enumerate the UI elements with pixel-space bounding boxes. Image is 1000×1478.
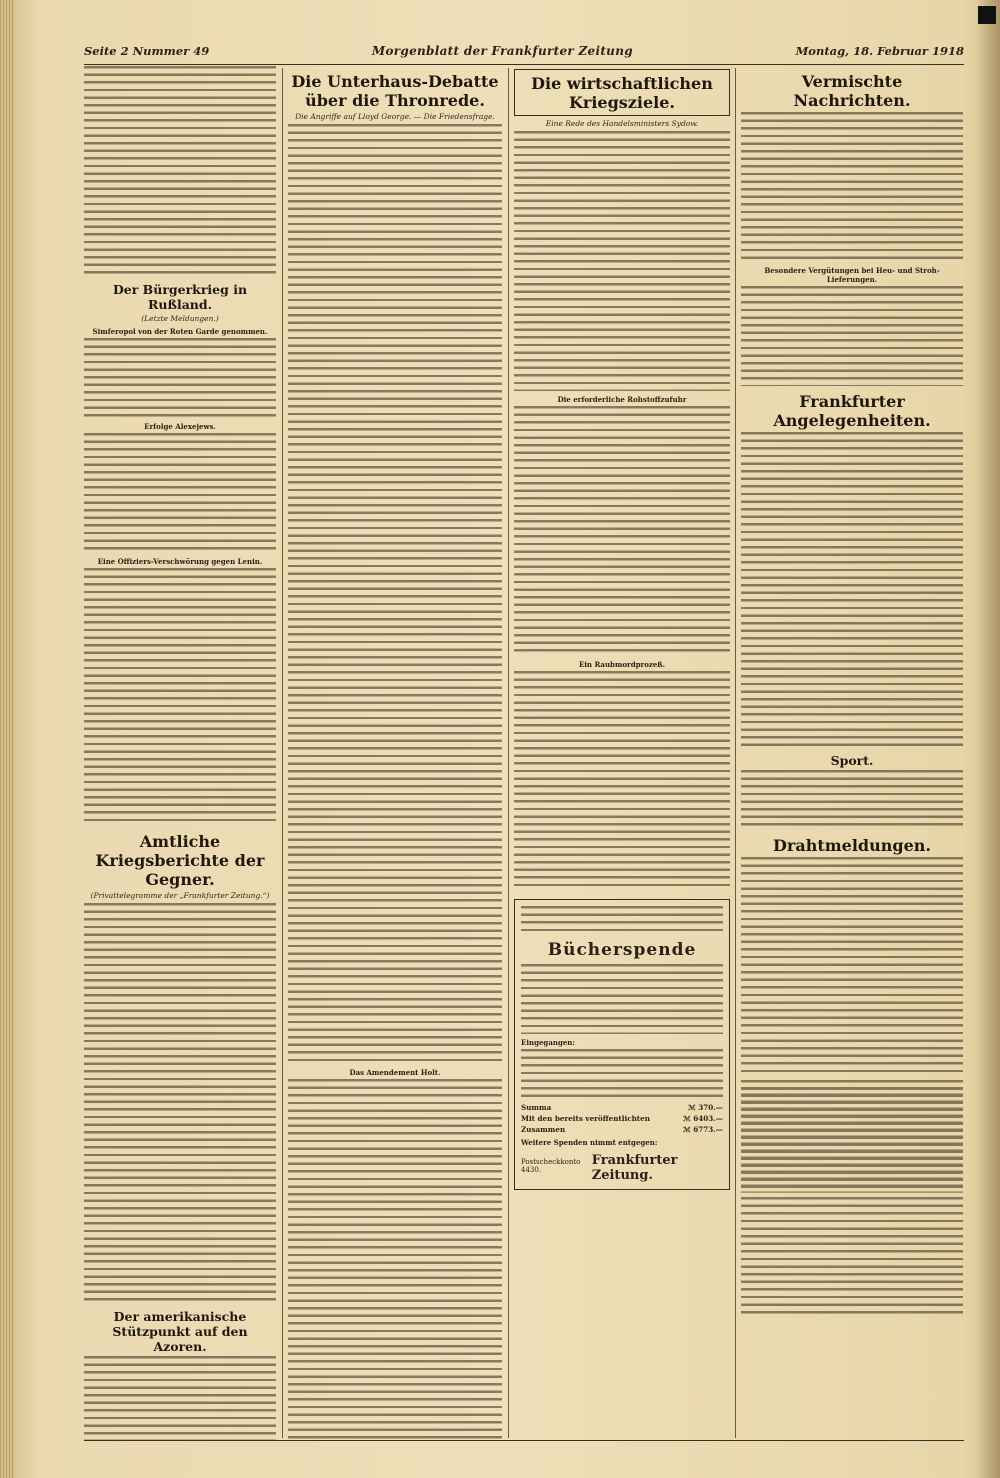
market-cell: [741, 1171, 778, 1178]
total-label: Zusammen: [521, 1125, 566, 1134]
bottom-rule: [84, 1440, 964, 1441]
market-cell: [815, 1143, 852, 1150]
market-cell: [815, 1185, 852, 1192]
market-row: [741, 1157, 963, 1164]
market-cell: [926, 1150, 963, 1157]
market-cell: [926, 1129, 963, 1136]
article-body: [741, 432, 963, 747]
sum-line: [521, 1103, 723, 1112]
market-cell: [741, 1129, 778, 1136]
market-cell: [815, 1080, 852, 1087]
market-row: [741, 1164, 963, 1171]
market-cell: [889, 1122, 926, 1129]
previous-value: ℳ 6403.—: [683, 1114, 723, 1123]
boxed-notice-heading: Besondere Vergütungen bei Heu- und Stroh-Lieferungen.: [764, 266, 940, 284]
market-cell: [889, 1178, 926, 1185]
market-cell: [778, 1136, 815, 1143]
article-body: [741, 857, 963, 1077]
page-shadow: [976, 0, 1000, 1478]
market-cell: [889, 1157, 926, 1164]
market-cell: [889, 1108, 926, 1115]
market-cell: [889, 1129, 926, 1136]
market-cell: [889, 1115, 926, 1122]
market-cell: [926, 1122, 963, 1129]
article-subhead: Die erforderliche Rohstoffzufuhr: [557, 395, 687, 404]
market-cell: [852, 1171, 889, 1178]
market-cell: [778, 1178, 815, 1185]
article-heading: Die wirtschaftlichen Kriegsziele.: [531, 74, 713, 112]
market-cell: [889, 1185, 926, 1192]
binding-edge: [0, 0, 14, 1478]
donor-list: [521, 1049, 723, 1101]
market-cell: [926, 1094, 963, 1101]
market-cell: [778, 1185, 815, 1192]
article-subheading: Eine Rede des Handelsministers Sydow.: [545, 119, 699, 128]
market-cell: [889, 1136, 926, 1143]
article-body: [84, 433, 276, 553]
ad-title: Bücherspende: [547, 940, 697, 960]
column-4: [741, 66, 963, 1441]
market-cell: [926, 1178, 963, 1185]
market-cell: [815, 1087, 852, 1094]
market-cell: [778, 1164, 815, 1171]
total-value: ℳ 6773.—: [683, 1125, 723, 1134]
article-subhead: Ein Raubmordprozeß.: [578, 660, 666, 669]
market-cell: [926, 1185, 963, 1192]
market-cell: [852, 1094, 889, 1101]
dispatch-subhead: Eine Offiziers-Verschwörung gegen Lenin.: [97, 557, 263, 566]
market-cell: [889, 1101, 926, 1108]
column-1: [84, 66, 276, 1441]
market-row: [741, 1094, 963, 1101]
column-2: [288, 66, 502, 1441]
previous-line: [521, 1114, 723, 1123]
market-row: [741, 1150, 963, 1157]
market-cell: [741, 1094, 778, 1101]
market-row: [741, 1115, 963, 1122]
sum-value: ℳ 370.—: [688, 1103, 723, 1112]
market-cell: [815, 1115, 852, 1122]
column-rule: [282, 68, 283, 1438]
section-heading: Sport.: [830, 753, 874, 768]
postal-account: Postscheckkonto 4430.: [521, 1158, 581, 1174]
market-cell: [741, 1108, 778, 1115]
market-cell: [778, 1129, 815, 1136]
market-cell: [926, 1157, 963, 1164]
market-cell: [815, 1101, 852, 1108]
article-body: [84, 338, 276, 418]
market-cell: [741, 1101, 778, 1108]
market-cell: [926, 1108, 963, 1115]
market-cell: [926, 1115, 963, 1122]
market-cell: [815, 1157, 852, 1164]
market-cell: [778, 1101, 815, 1108]
article-body: [288, 124, 502, 1064]
market-row: [741, 1185, 963, 1192]
ad-signature: Frankfurter Zeitung.: [591, 1153, 678, 1183]
total-line: [521, 1125, 723, 1134]
market-row: [741, 1178, 963, 1185]
market-cell: [815, 1150, 852, 1157]
market-cell: [778, 1143, 815, 1150]
market-cell: [852, 1136, 889, 1143]
market-row: [741, 1171, 963, 1178]
column-rule: [735, 68, 736, 1438]
market-row: [741, 1087, 963, 1094]
market-cell: [778, 1087, 815, 1094]
article-body: [514, 671, 730, 889]
market-cell: [778, 1150, 815, 1157]
article-subheading: (Letzte Meldungen.): [141, 314, 219, 323]
market-cell: [815, 1129, 852, 1136]
market-cell: [815, 1164, 852, 1171]
market-cell: [778, 1115, 815, 1122]
article-heading: Die Unterhaus-Debatte über die Thronrede.: [291, 72, 499, 110]
article-heading: Der Bürgerkrieg in Rußland.: [112, 282, 248, 312]
market-cell: [852, 1101, 889, 1108]
ad-body: [521, 964, 723, 1034]
market-cell: [889, 1087, 926, 1094]
market-report-table: [741, 1080, 963, 1193]
market-cell: [852, 1185, 889, 1192]
market-cell: [741, 1143, 778, 1150]
market-cell: [778, 1094, 815, 1101]
section-heading: Frankfurter Angelegenheiten.: [773, 392, 931, 430]
market-row: [741, 1108, 963, 1115]
market-cell: [741, 1087, 778, 1094]
article-body: [514, 131, 730, 391]
market-cell: [815, 1122, 852, 1129]
market-row: [741, 1122, 963, 1129]
market-cell: [926, 1087, 963, 1094]
market-cell: [741, 1178, 778, 1185]
page-number: Seite 2 Nummer 49: [84, 44, 210, 58]
market-cell: [852, 1115, 889, 1122]
market-cell: [852, 1087, 889, 1094]
market-cell: [741, 1164, 778, 1171]
market-cell: [852, 1143, 889, 1150]
market-cell: [926, 1171, 963, 1178]
article-body: [741, 770, 963, 830]
market-row: [741, 1136, 963, 1143]
market-cell: [778, 1122, 815, 1129]
market-cell: [852, 1129, 889, 1136]
column-rule: [508, 68, 509, 1438]
market-cell: [889, 1150, 926, 1157]
market-cell: [889, 1080, 926, 1087]
article-body: [84, 66, 276, 276]
market-cell: [741, 1136, 778, 1143]
article-subheading: Die Angriffe auf Lloyd George. — Die Friedensfrage.: [295, 112, 495, 121]
market-cell: [926, 1136, 963, 1143]
market-cell: [852, 1108, 889, 1115]
article-body: [84, 568, 276, 826]
market-row: [741, 1143, 963, 1150]
market-cell: [852, 1150, 889, 1157]
section-heading: Vermischte Nachrichten.: [793, 72, 911, 110]
market-cell: [741, 1157, 778, 1164]
market-row: [741, 1129, 963, 1136]
article-body: [84, 1356, 276, 1441]
market-cell: [815, 1094, 852, 1101]
market-cell: [889, 1171, 926, 1178]
market-cell: [778, 1080, 815, 1087]
market-cell: [778, 1157, 815, 1164]
market-cell: [815, 1108, 852, 1115]
masthead-rule: [84, 64, 964, 65]
market-cell: [741, 1150, 778, 1157]
market-cell: [852, 1157, 889, 1164]
market-cell: [889, 1094, 926, 1101]
dispatch-subhead: Erfolge Alexejews.: [144, 422, 216, 431]
market-cell: [926, 1164, 963, 1171]
masthead: [84, 44, 964, 64]
market-cell: [852, 1178, 889, 1185]
more-donations-note: Weitere Spenden nimmt entgegen:: [521, 1138, 658, 1147]
dispatch-subhead: Simferopol von der Roten Garde genommen.: [92, 327, 268, 336]
issue-date: Montag, 18. Februar 1918: [795, 44, 964, 58]
column-3: [514, 66, 730, 1441]
article-body: [741, 286, 963, 386]
market-cell: [889, 1143, 926, 1150]
headline-box: [514, 69, 730, 116]
ad-received-label: Eingegangen:: [521, 1038, 575, 1047]
previous-label: Mit den bereits veröffentlichten: [521, 1114, 650, 1123]
market-cell: [926, 1080, 963, 1087]
section-heading: Drahtmeldungen.: [773, 836, 931, 855]
article-subheading: (Privattelegramme der „Frankfurter Zeitung.“): [90, 891, 270, 900]
article-body: [514, 406, 730, 656]
market-cell: [852, 1122, 889, 1129]
newspaper-title: Morgenblatt der Frankfurter Zeitung: [371, 44, 633, 58]
market-cell: [778, 1171, 815, 1178]
market-cell: [741, 1080, 778, 1087]
market-cell: [741, 1122, 778, 1129]
article-heading: Der amerikanische Stützpunkt auf den Azoren.: [112, 1309, 248, 1354]
article-subhead: Das Amendement Holt.: [349, 1068, 441, 1077]
market-cell: [741, 1115, 778, 1122]
article-body: [741, 1197, 963, 1317]
market-cell: [741, 1185, 778, 1192]
market-cell: [889, 1164, 926, 1171]
market-cell: [815, 1171, 852, 1178]
market-cell: [852, 1080, 889, 1087]
article-heading: Amtliche Kriegsberichte der Gegner.: [95, 832, 265, 889]
market-cell: [815, 1136, 852, 1143]
market-cell: [852, 1164, 889, 1171]
article-body: [288, 1079, 502, 1441]
market-row: [741, 1080, 963, 1087]
ad-footer: [521, 1153, 723, 1183]
market-row: [741, 1101, 963, 1108]
article-body: [84, 903, 276, 1303]
ad-intro-text: [521, 906, 723, 936]
market-cell: [926, 1101, 963, 1108]
market-cell: [778, 1108, 815, 1115]
article-body: [741, 112, 963, 262]
corner-registration-mark: [978, 6, 996, 24]
book-donation-ad: [514, 899, 730, 1190]
sum-label: Summa: [521, 1103, 552, 1112]
market-cell: [815, 1178, 852, 1185]
market-cell: [926, 1143, 963, 1150]
